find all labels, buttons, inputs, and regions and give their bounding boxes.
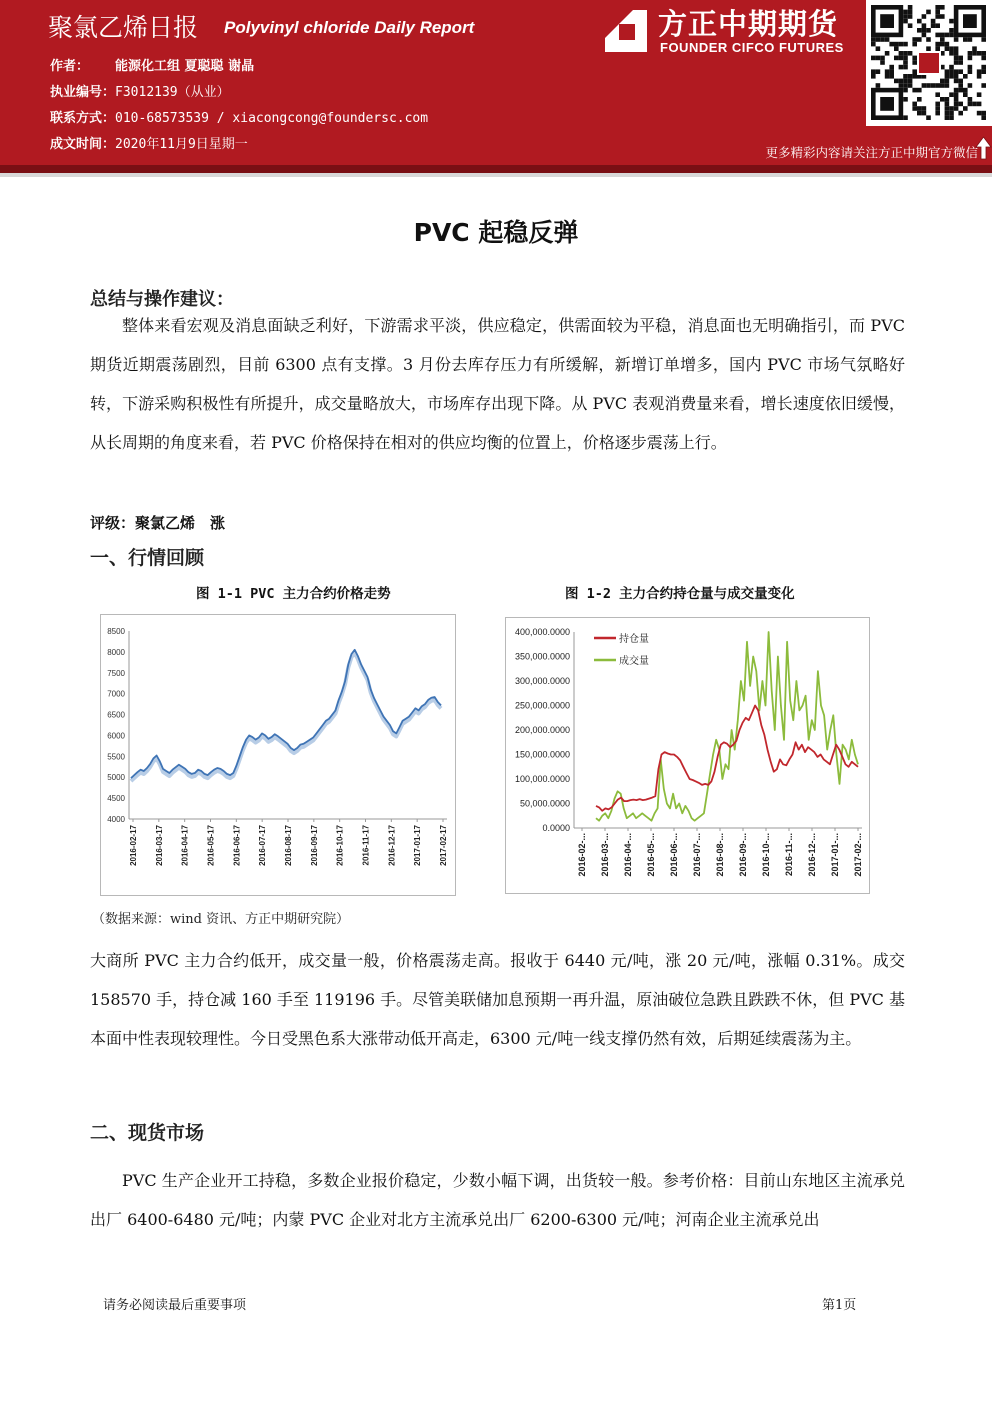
x-tick-label: 2016-04-17 [180,825,190,866]
x-tick-label: 2016-05-17 [206,825,216,866]
section1-heading: 一、行情回顾 [90,547,205,569]
contact-value[interactable]: 010-68573539 / xiacongcong@foundersc.com [115,111,429,126]
x-tick-label: 2016-06-... [669,833,679,877]
contact-line [50,107,428,126]
y-tick-label: 350,000.0000 [514,651,570,662]
data-source-note: （数据来源：wind 资讯、方正中期研究院） [92,912,350,927]
x-tick-label: 2017-01-... [830,833,840,877]
report-header [0,0,992,165]
y-tick-label: 8000 [107,647,125,657]
y-tick-label: 8500 [107,627,125,636]
x-tick-label: 2017-02-... [853,833,863,877]
header-divider [0,165,992,173]
x-tick-label: 2016-03-17 [154,825,164,866]
x-tick-label: 2016-06-17 [232,825,242,866]
figure2-frame [505,617,870,894]
y-tick-label: 250,000.0000 [514,700,570,711]
x-tick-label: 2017-02-17 [439,825,448,866]
y-tick-label: 150,000.0000 [514,749,570,760]
x-tick-label: 2016-11-... [784,833,794,877]
price-line-shadow [131,653,441,781]
date-value: 2020年11月9日星期一 [115,137,248,152]
x-tick-label: 2016-04-... [623,833,633,877]
summary-heading: 总结与操作建议： [90,289,234,310]
x-tick-label: 2016-11-17 [361,825,371,866]
header-shadow [0,173,992,177]
y-tick-label: 5000 [107,773,125,783]
section2-heading: 二、现货市场 [90,1122,205,1144]
follow-wechat-text: 更多精彩内容请关注方正中期官方微信 [765,145,978,160]
figure2-title: 图 1-2 主力合约持仓量与成交量变化 [565,586,795,602]
x-tick-label: 2017-01-17 [413,825,423,866]
price-series-line [131,650,441,778]
x-tick-label: 2016-09-... [738,833,748,877]
qr-code-icon[interactable] [866,0,992,126]
contact-label: 联系方式： [50,111,116,126]
y-tick-label: 4500 [107,794,125,804]
series-line [596,706,858,811]
x-tick-label: 2016-07-17 [258,825,268,866]
founder-logo-icon [603,8,649,54]
report-title-cn: 聚氯乙烯日报 [48,13,199,42]
legend-label: 持仓量 [619,634,649,645]
y-tick-label: 7500 [107,668,125,678]
x-tick-label: 2016-07-... [692,833,702,877]
x-tick-label: 2016-02-... [577,833,587,877]
date-label: 成文时间： [50,137,116,152]
x-tick-label: 2016-12-... [807,833,817,877]
license-value: F3012139（从业） [115,85,230,100]
author-label: 作者： [50,59,90,74]
license-label: 执业编号： [50,85,116,100]
license-line [50,81,230,100]
y-tick-label: 200,000.0000 [514,725,570,735]
x-tick-label: 2016-08-... [715,833,725,877]
x-tick-label: 2016-09-17 [309,825,319,866]
x-tick-label: 2016-08-17 [284,825,293,866]
y-tick-label: 300,000.0000 [514,676,570,686]
arrow-up-icon [975,136,992,160]
author-line [50,55,254,74]
y-tick-label: 6500 [107,710,125,720]
price-trend-chart [101,615,455,895]
y-tick-label: 0.0000 [542,823,570,833]
y-tick-label: 6000 [107,731,125,741]
y-tick-label: 7000 [107,689,125,699]
y-tick-label: 4000 [107,815,125,824]
section2-paragraph: PVC 生产企业开工持稳，多数企业报价稳定，少数小幅下调，出货较一般。参考价格：目前山东地区主流承兑出厂 6400-6480 元/吨；内蒙 PVC 企业对北方主流承兑出厂 6200-6300 元/吨；河南企业主流承兑出 [90,1171,905,1229]
x-tick-label: 2016-12-17 [387,825,397,866]
date-line [50,133,248,152]
page-title: PVC 起稳反弹 [413,218,579,247]
rating-line: 评级：聚氯乙烯 涨 [90,514,226,532]
section1-paragraph: 大商所 PVC 主力合约低开，成交量一般，价格震荡走高。报收于 6440 元/吨，涨 20 元/吨，涨幅 0.31%。成交 158570 手，持仓减 160 手至 119196 手。尽管美联储加息预期一再升温，原油破位急跌且跌跌不休，但 PVC 基本面中性表现较理性。今日受黑色系大涨带动低开高走，6300 元/吨一线支撑仍然有效，后期延续震荡为主。 [90,951,905,1048]
page-number: 第1页 [822,1298,857,1313]
y-tick-label: 50,000.0000 [519,798,570,809]
figure1-frame [100,614,456,896]
x-tick-label: 2016-10-17 [335,825,345,866]
x-tick-label: 2016-10-... [761,833,771,877]
summary-paragraph: 整体来看宏观及消息面缺乏利好，下游需求平淡，供应稳定，供需面较为平稳，消息面也无明确指引，而 PVC 期货近期震荡剧烈，目前 6300 点有支撑。3 月份去库存压力有所缓解，新增订单增多，国内 PVC 市场气氛略好转，下游采购积极性有所提升，成交量略放大，市场库存出现下降。从 PVC 表观消费量来看，增长速度依旧缓慢，从长周期的角度来看，若 PVC 价格保持在相对的供应均衡的位置上，价格逐步震荡上行。 [90,316,905,452]
legend-label: 成交量 [619,656,649,667]
x-tick-label: 2016-05-... [646,833,656,877]
y-tick-label: 100,000.0000 [514,774,570,784]
footer-notice: 请务必阅读最后重要事项 [103,1298,247,1313]
figure1-title: 图 1-1 PVC 主力合约价格走势 [196,586,391,602]
x-tick-label: 2016-02-17 [129,825,138,866]
position-volume-chart [506,618,869,893]
brand-name-cn: 方正中期期货 [658,7,839,41]
author-value: 能源化工组 夏聪聪 谢晶 [115,59,255,74]
y-tick-label: 5500 [107,752,125,762]
brand-name-en: FOUNDER CIFCO FUTURES [660,40,844,55]
report-title-en: Polyvinyl chloride Daily Report [224,18,475,37]
y-tick-label: 400,000.0000 [514,627,570,637]
x-tick-label: 2016-03-... [600,833,610,877]
